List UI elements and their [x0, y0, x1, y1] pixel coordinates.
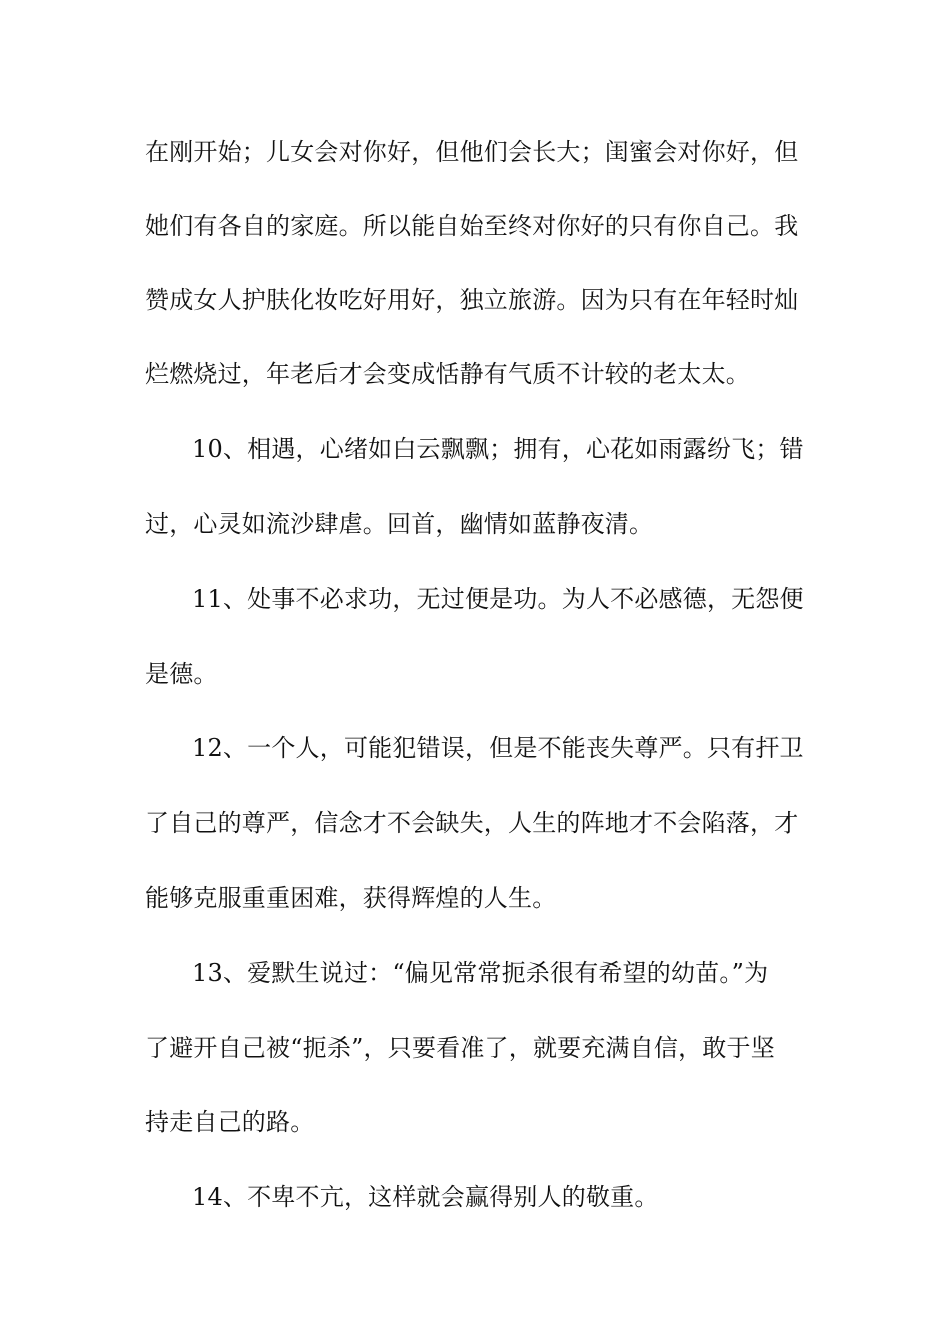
text-line: 持走自己的路。 — [145, 1108, 315, 1136]
text-line: 在刚开始；儿女会对你好，但他们会长大；闺蜜会对你好，但 — [145, 138, 799, 166]
paragraph-12-line: 12、一个人，可能犯错误，但是不能丧失尊严。只有扞卫 — [192, 734, 804, 762]
text-line: 烂燃烧过，年老后才会变成恬静有气质不计较的老太太。 — [145, 360, 750, 388]
paragraph-13-line: 13、爱默生说过：“偏见常常扼杀很有希望的幼苗。”为 — [192, 959, 769, 987]
paragraph-10-line: 10、相遇，心绪如白云飘飘；拥有，心花如雨露纷飞；错 — [192, 435, 804, 463]
text-line: 了避开自己被“扼杀”，只要看准了，就要充满自信，敢于坚 — [145, 1034, 775, 1062]
text-line: 过，心灵如流沙肆虐。回首，幽情如蓝静夜清。 — [145, 510, 654, 538]
text-line: 赞成女人护肤化妆吃好用好，独立旅游。因为只有在年轻时灿 — [145, 286, 799, 314]
text-line: 能够克服重重困难，获得辉煌的人生。 — [145, 884, 557, 912]
text-line: 了自己的尊严，信念才不会缺失，人生的阵地才不会陷落，才 — [145, 809, 799, 837]
paragraph-11-line: 11、处事不必求功，无过便是功。为人不必感德，无怨便 — [192, 585, 804, 613]
text-line: 是德。 — [145, 660, 218, 688]
text-line: 她们有各自的家庭。所以能自始至终对你好的只有你自己。我 — [145, 212, 799, 240]
paragraph-14-line: 14、不卑不亢，这样就会赢得别人的敬重。 — [192, 1183, 659, 1211]
